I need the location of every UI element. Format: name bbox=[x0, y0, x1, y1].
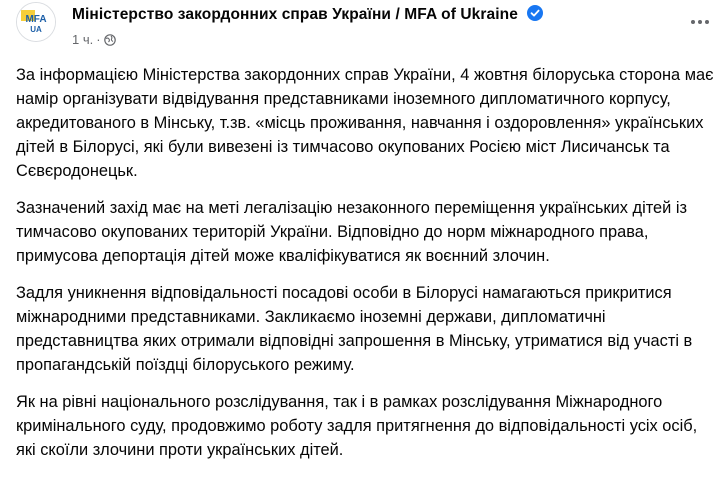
verified-badge-icon bbox=[527, 5, 543, 21]
post-header bbox=[16, 2, 726, 58]
post-body bbox=[16, 63, 716, 475]
post-meta bbox=[72, 32, 116, 47]
post-timestamp-link[interactable]: 1 ч. bbox=[72, 32, 94, 47]
post-paragraph: Зазначений захід має на меті легалізацію незаконного переміщення українських дітей із тимчасово окупованих територій України. Відповідно до норм міжнародного права, примусова депортація дітей може кваліфікуватися як воєнний злочин. bbox=[16, 199, 688, 265]
page-avatar[interactable] bbox=[16, 2, 56, 42]
more-dot bbox=[705, 20, 709, 24]
more-options-button[interactable] bbox=[684, 8, 716, 36]
author-name-link[interactable] bbox=[72, 5, 543, 24]
post-paragraph: Як на рівні національного розслідування, так і в рамках розслідування Міжнародного кримінального суду, продовжимо роботу задля притягнення до відповідальності усіх осіб, які скоїли злочини проти українських дітей. bbox=[16, 393, 698, 459]
post-paragraph: Задля уникнення відповідальності посадові особи в Білорусі намагаються прикритися міжнародними представниками. Закликаємо іноземні держави, дипломатичні представництва яких отримали відповідні запрошення в Мінську, утриматися від участі в пропагандській поїздці білоруського режиму. bbox=[16, 284, 693, 374]
more-dot bbox=[691, 20, 695, 24]
author-name: Міністерство закордонних справ України / MFA of Ukraine bbox=[72, 6, 518, 23]
more-dot bbox=[698, 20, 702, 24]
avatar-subtext: UA bbox=[30, 25, 42, 34]
post-paragraph: За інформацією Міністерства закордонних справ України, 4 жовтня білоруська сторона має намір організувати відвідування представниками іноземного дипломатичного корпусу, акредитованого в Мінську, т.зв. «місць проживання, навчання і оздоровлення» українських дітей в Білорусі, які були вивезені із тимчасово окупованих Росією міст Лисичанськ та Сєвєродонецьк. bbox=[16, 66, 714, 180]
globe-icon[interactable] bbox=[104, 34, 116, 46]
meta-separator: · bbox=[96, 32, 101, 47]
avatar-text: MFA bbox=[25, 14, 47, 25]
mfa-logo-icon bbox=[17, 3, 55, 41]
